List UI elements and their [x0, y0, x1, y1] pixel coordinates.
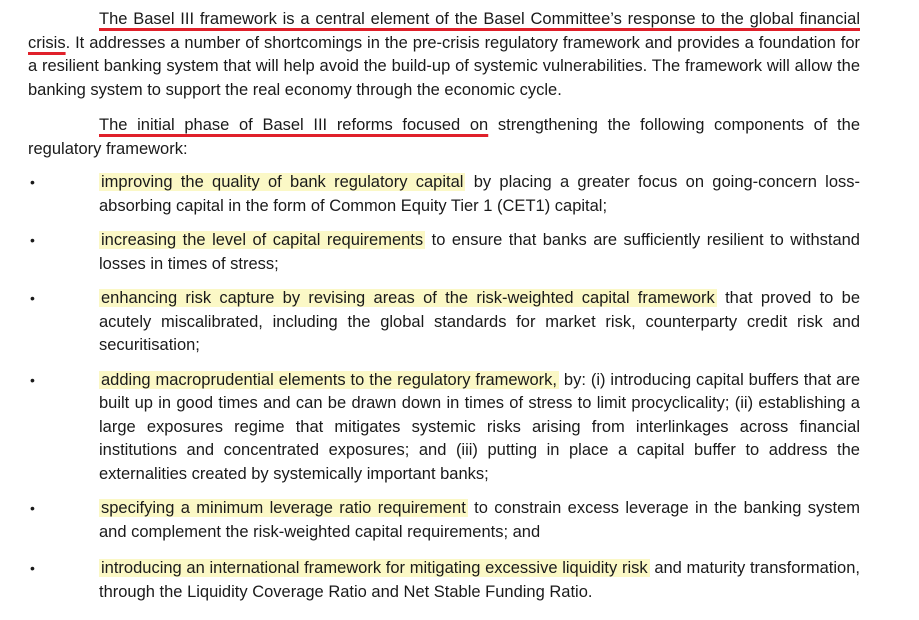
list-item — [28, 369, 860, 487]
bullet-icon: • — [30, 560, 35, 576]
components-list — [28, 171, 860, 604]
list-item-text: by placing a greater focus on going-concern loss-absorbing capital in the form of Common Equity Tier 1 (CET1) capital; — [99, 173, 860, 215]
paragraph-text: . It addresses a number of shortcomings in the pre-crisis regulatory framework and provides a foundation for a resilient banking system that will help avoid the build-up of systemic vulnerabilities. The framework will allow the banking system to support the real economy through the economic cycle. — [28, 33, 860, 99]
highlighted-text: introducing an international framework for mitigating excessive liquidity risk — [101, 559, 648, 577]
paragraph-components-intro — [28, 114, 860, 161]
list-item-text: by: (i) introducing capital buffers that are built up in good times and can be drawn down in times of stress to limit procyclicality; (ii) establishing a large exposures regime that mitigates systemic risks arising from interlinkages across financial institutions and concentrated exposures; and (iii) putting in place a capital buffer to address the externalities created by systemically important banks; — [99, 370, 860, 483]
list-item — [28, 287, 860, 358]
list-item — [28, 497, 860, 544]
highlighted-text: enhancing risk capture by revising areas of the risk-weighted capital framework — [101, 289, 715, 307]
list-item-text: to constrain excess leverage in the banking system and complement the risk-weighted capital requirements; and — [99, 499, 860, 541]
highlighted-text: adding macroprudential elements to the regulatory framework, — [101, 370, 557, 389]
highlighted-text: specifying a minimum leverage ratio requirement — [101, 499, 466, 517]
list-item — [28, 229, 860, 276]
highlighted-text: improving the quality of bank regulatory capital — [101, 173, 464, 191]
list-item — [28, 557, 860, 604]
bullet-icon: • — [30, 371, 35, 388]
highlighted-text: increasing the level of capital requirements — [101, 231, 424, 249]
bullet-icon: • — [30, 232, 35, 248]
red-underlined-text: The Basel III framework is a central element of the Basel Committee’s response to the global financial crisis — [28, 10, 860, 52]
document-body — [28, 8, 860, 604]
list-item-text: to ensure that banks are sufficiently resilient to withstand losses in times of stress; — [99, 231, 860, 273]
red-underlined-text: The initial phase of Basel III reforms focused on — [99, 116, 489, 134]
list-item-text: and maturity transformation, through the Liquidity Coverage Ratio and Net Stable Funding Ratio. — [99, 559, 860, 601]
paragraph-intro — [28, 8, 860, 102]
list-item-text: that proved to be acutely miscalibrated, including the global standards for market risk, counterparty credit risk and securitisation; — [99, 289, 860, 354]
paragraph-text: strengthening the following components of the regulatory framework: — [28, 116, 860, 158]
list-item — [28, 171, 860, 218]
bullet-icon: • — [30, 500, 35, 516]
bullet-icon: • — [30, 290, 35, 306]
bullet-icon: • — [30, 174, 35, 190]
